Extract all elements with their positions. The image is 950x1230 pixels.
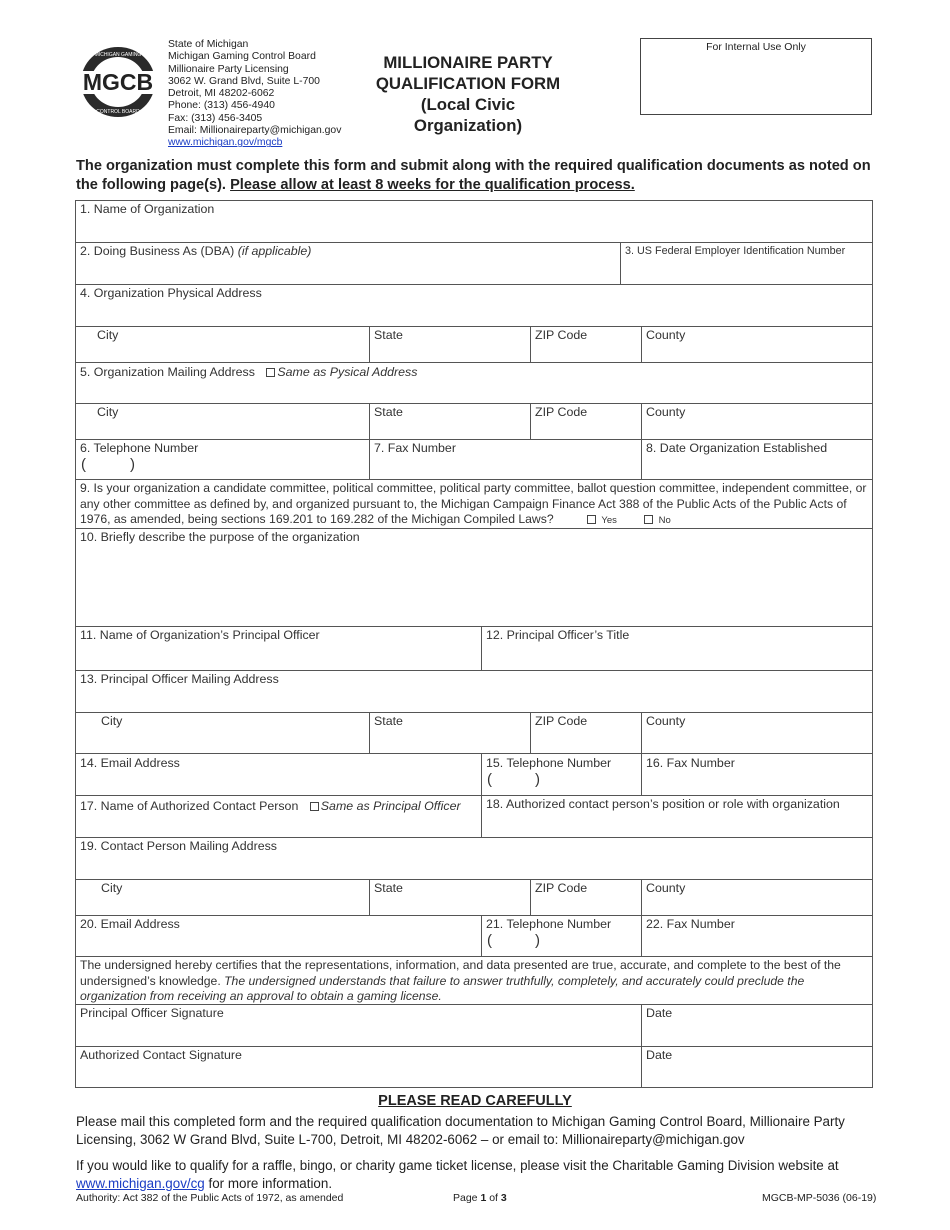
field-mailing-zip[interactable]: ZIP Code (535, 405, 588, 419)
agency-line: Fax: (313) 456-3405 (168, 112, 263, 124)
page-of: of (489, 1192, 498, 1204)
field-dba-note: (if applicable) (237, 244, 312, 258)
intro-text: The organization must complete this form and submit along with the required qualification documents as noted on the following page(s). (76, 158, 871, 193)
field-dba-label: 2. Doing Business As (DBA) (80, 244, 235, 258)
field-mailing-city[interactable]: City (97, 405, 119, 419)
same-as-physical-checkbox[interactable] (266, 365, 417, 379)
committee-yes-label: Yes (601, 515, 617, 526)
field-officer-mailing-address[interactable]: 13. Principal Officer Mailing Address (80, 672, 279, 686)
field-officer-fax[interactable]: 16. Fax Number (646, 756, 735, 770)
logo-ring-top: MICHIGAN GAMING (94, 52, 142, 58)
principal-officer-signature[interactable]: Principal Officer Signature (80, 1006, 224, 1020)
field-dba[interactable] (80, 244, 311, 258)
form-identifier: MGCB-MP-5036 (06-19) (762, 1192, 877, 1204)
field-physical-zip[interactable]: ZIP Code (535, 328, 588, 342)
field-physical-county[interactable]: County (646, 328, 686, 342)
committee-no-label: No (658, 515, 671, 526)
field-officer-title[interactable]: 12. Principal Officer’s Title (486, 628, 630, 642)
qualification-form (75, 200, 873, 1088)
committee-question-text: 9. Is your organization a candidate committee, political committee, political party committee, ballot question committee, independent committee, or any other committee as defined by, and organized pursuant to, the Michigan Campaign Finance Act 388 of the Public Acts of the Public Acts of 1976, as amended, being sections 169.201 to 169.282 of the Michigan Compiled Laws? (80, 481, 867, 526)
phone-paren-close: ) (130, 456, 135, 473)
page-total: 3 (500, 1192, 507, 1204)
same-as-physical-label: Same as Pysical Address (277, 365, 418, 379)
page-indicator (453, 1192, 507, 1204)
field-officer-email[interactable]: 14. Email Address (80, 756, 180, 770)
checkbox-icon[interactable] (644, 515, 653, 524)
field-mailing-address-label: 5. Organization Mailing Address (80, 365, 255, 379)
field-purpose[interactable]: 10. Briefly describe the purpose of the organization (80, 530, 360, 544)
committee-no-option[interactable] (644, 512, 671, 526)
field-contact-fax[interactable]: 22. Fax Number (646, 917, 735, 931)
agency-contact-block (168, 39, 341, 150)
agency-website-link[interactable]: www.michigan.gov/mgcb (168, 137, 283, 149)
phone-paren-open: ( (487, 932, 492, 949)
agency-line: Millionaire Party Licensing (168, 63, 289, 75)
field-mailing-address[interactable] (80, 365, 417, 379)
field-physical-city[interactable]: City (97, 328, 119, 342)
field-officer-telephone[interactable]: 15. Telephone Number (486, 756, 612, 770)
field-telephone[interactable]: 6. Telephone Number (80, 441, 199, 455)
field-organization-name[interactable]: 1. Name of Organization (80, 202, 215, 216)
logo-text: MGCB (82, 69, 154, 95)
field-contact-role[interactable]: 18. Authorized contact person’s position or role with organization (486, 797, 840, 811)
field-contact-county[interactable]: County (646, 881, 686, 895)
committee-yes-option[interactable] (587, 512, 617, 526)
same-as-officer-label: Same as Principal Officer (320, 799, 461, 813)
agency-line: Email: Millionaireparty@michigan.gov (168, 125, 342, 137)
same-as-officer-checkbox[interactable] (310, 799, 461, 813)
page-number: 1 (480, 1192, 487, 1204)
field-contact-zip[interactable]: ZIP Code (535, 881, 588, 895)
certification-warning: The undersigned understands that failure to answer truthfully, completely, and accurately could preclude the organization from receiving an approval to obtain a gaming license. (80, 973, 805, 1003)
field-committee-question (80, 481, 872, 529)
field-officer-county[interactable]: County (646, 714, 686, 728)
intro-deadline: Please allow at least 8 weeks for the qualification process. (230, 177, 635, 193)
agency-line: 3062 W. Grand Blvd, Suite L-700 (168, 75, 320, 87)
field-contact-city[interactable]: City (101, 881, 123, 895)
read-carefully-heading: PLEASE READ CAREFULLY (378, 1093, 572, 1109)
field-mailing-state[interactable]: State (374, 405, 403, 419)
phone-paren-close: ) (535, 771, 540, 788)
internal-use-label: For Internal Use Only (706, 41, 806, 53)
field-fein[interactable]: 3. US Federal Employer Identification Number (625, 245, 846, 257)
qualify-instructions (76, 1157, 876, 1192)
checkbox-icon[interactable] (266, 368, 275, 377)
officer-signature-date[interactable]: Date (646, 1006, 673, 1020)
internal-use-box (640, 38, 872, 115)
certification-statement (80, 958, 870, 1005)
agency-line: Phone: (313) 456-4940 (168, 100, 275, 112)
form-title (368, 52, 568, 136)
certification-text: The undersigned hereby certifies that the representations, information, and data presented are true, accurate, and complete to the best of the undersigned’s knowledge. (80, 958, 841, 988)
phone-paren-open: ( (81, 456, 86, 473)
field-contact-state[interactable]: State (374, 881, 403, 895)
checkbox-icon[interactable] (587, 515, 596, 524)
title-line: MILLIONAIRE PARTY (383, 53, 553, 72)
field-fax[interactable]: 7. Fax Number (374, 441, 456, 455)
field-officer-city[interactable]: City (101, 714, 123, 728)
field-contact-mailing-address[interactable]: 19. Contact Person Mailing Address (80, 839, 277, 853)
agency-line: Michigan Gaming Control Board (168, 51, 316, 63)
qualify-text: If you would like to qualify for a raffle, bingo, or charity game ticket license, please visit the Charitable Gaming Division website at (76, 1158, 839, 1173)
intro-instructions (76, 157, 876, 195)
field-contact-person[interactable] (80, 799, 461, 813)
field-physical-address[interactable]: 4. Organization Physical Address (80, 286, 262, 300)
authority-statement: Authority: Act 382 of the Public Acts of 1972, as amended (76, 1192, 344, 1204)
field-officer-state[interactable]: State (374, 714, 403, 728)
field-physical-state[interactable]: State (374, 328, 403, 342)
field-principal-officer[interactable]: 11. Name of Organization’s Principal Officer (80, 628, 320, 642)
field-date-established[interactable]: 8. Date Organization Established (646, 441, 828, 455)
title-line: (Local Civic Organization) (413, 95, 523, 135)
page-label: Page (453, 1192, 478, 1204)
mgcb-logo (74, 44, 162, 120)
mail-instructions: Please mail this completed form and the required qualification documentation to Michigan Gaming Control Board, Millionaire Party Licensing, 3062 W Grand Blvd, Suite L-700, Detroit, MI 48202-6062 – or email to: Millionaireparty@michigan.gov (76, 1114, 845, 1147)
field-mailing-county[interactable]: County (646, 405, 686, 419)
field-officer-zip[interactable]: ZIP Code (535, 714, 588, 728)
checkbox-icon[interactable] (310, 802, 319, 811)
field-contact-telephone[interactable]: 21. Telephone Number (486, 917, 612, 931)
charitable-gaming-link[interactable]: www.michigan.gov/cg (76, 1175, 205, 1191)
field-contact-email[interactable]: 20. Email Address (80, 917, 180, 931)
authorized-contact-signature[interactable]: Authorized Contact Signature (80, 1048, 242, 1062)
field-contact-person-label: 17. Name of Authorized Contact Person (80, 799, 299, 813)
agency-line: State of Michigan (168, 39, 249, 50)
agency-line: Detroit, MI 48202-6062 (168, 88, 275, 100)
contact-signature-date[interactable]: Date (646, 1048, 673, 1062)
qualify-end: for more information. (208, 1175, 333, 1191)
logo-ring-bottom: CONTROL BOARD (96, 109, 140, 115)
title-line: QUALIFICATION FORM (375, 74, 561, 93)
phone-paren-open: ( (487, 771, 492, 788)
phone-paren-close: ) (535, 932, 540, 949)
